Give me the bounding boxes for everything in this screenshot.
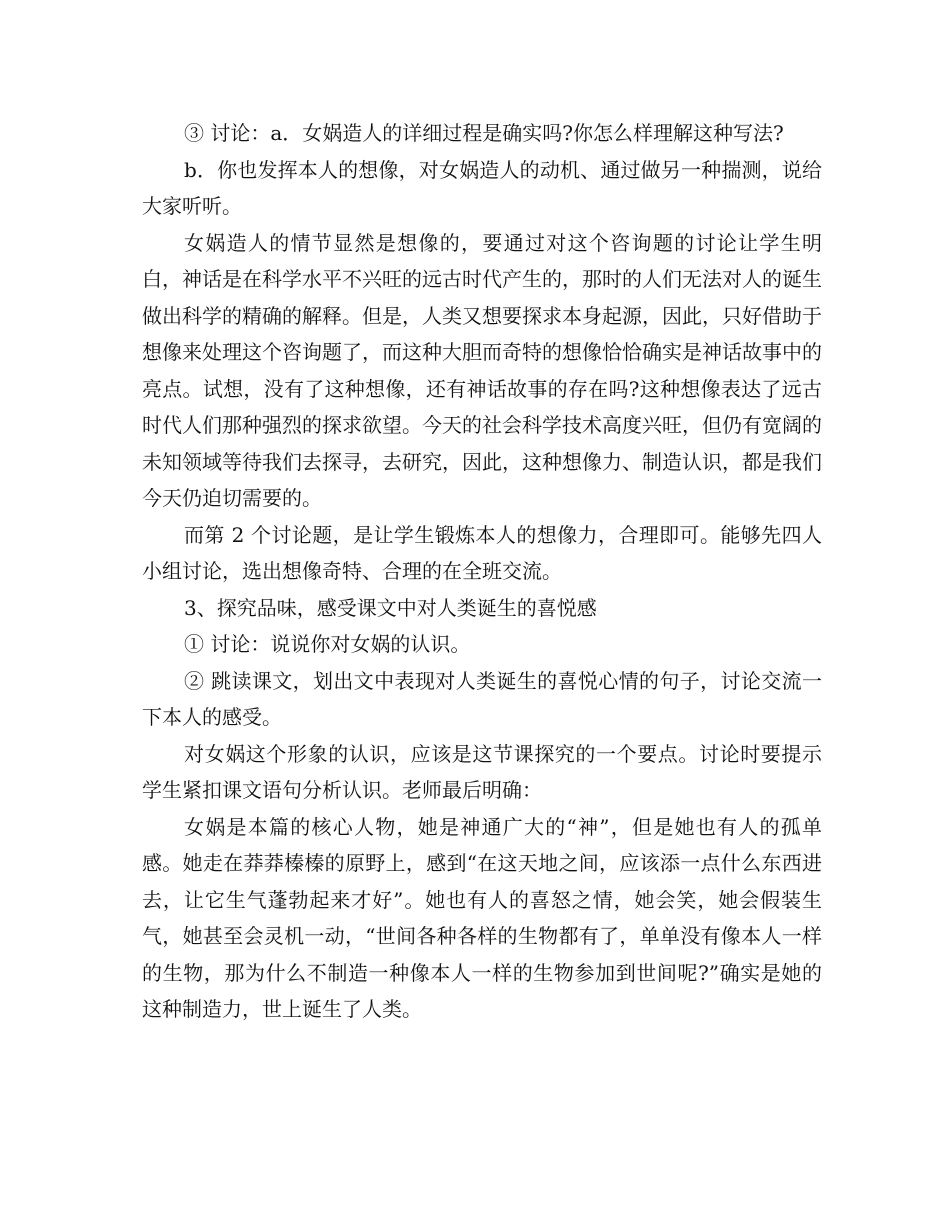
analysis-paragraph-imagination: 女娲造人的情节显然是想像的，要通过对这个咨询题的讨论让学生明白，神话是在科学水平不兴旺的远古时代产生的，那时的人们无法对人的诞生做出科学的精确的解释。但是，人类又想要探求本身起源，因此，只好借助于想像来处理这个咨询题了，而这种大胆而奇特的想像恰恰确实是神话故事中的亮点。试想，没有了这种想像，还有神话故事的存在吗?这种想像表达了远古时代人们那种强烈的探求欲望。今天的社会科学技术高度兴旺，但仍有宽阔的未知领域等待我们去探寻，去研究，因此，这种想像力、制造认识，都是我们今天仍迫切需要的。 <box>142 230 822 510</box>
section-heading-3: 3、探究品味，感受课文中对人类诞生的喜悦感 <box>184 595 597 620</box>
discussion-question-3a: ③ 讨论：a．女娲造人的详细过程是确实吗?你怎么样理解这种写法? <box>184 121 784 145</box>
discussion-question-3b: b．你也发挥本人的想像，对女娲造人的动机、通过做另一种揣测，说给大家听听。 <box>142 157 822 218</box>
discussion-item-2: ② 跳读课文，划出文中表现对人类诞生的喜悦心情的句子，讨论交流一下本人的感受。 <box>142 668 822 729</box>
analysis-paragraph-question-2: 而第 2 个讨论题，是让学生锻炼本人的想像力，合理即可。能够先四人小组讨论，选出想像奇特、合理的在全班交流。 <box>142 522 822 583</box>
document-body <box>142 115 822 1028</box>
discussion-item-1: ① 讨论：说说你对女娲的认识。 <box>184 632 471 656</box>
analysis-paragraph-nuwa-character: 女娲是本篇的核心人物，她是神通广大的“神”，但是她也有人的孤单感。她走在莽莽榛榛的原野上，感到“在这天地之间，应该添一点什么东西进去，让它生气蓬勃起来才好”。她也有人的喜怒之情，她会笑，她会假装生气，她甚至会灵机一动，“世间各种各样的生物都有了，单单没有像本人一样的生物，那为什么不制造一种像本人一样的生物参加到世间呢?”确实是她的这种制造力，世上诞生了人类。 <box>142 814 822 1021</box>
analysis-paragraph-nuwa-image: 对女娲这个形象的认识，应该是这节课探究的一个要点。讨论时要提示学生紧扣课文语句分析认识。老师最后明确： <box>142 741 822 802</box>
